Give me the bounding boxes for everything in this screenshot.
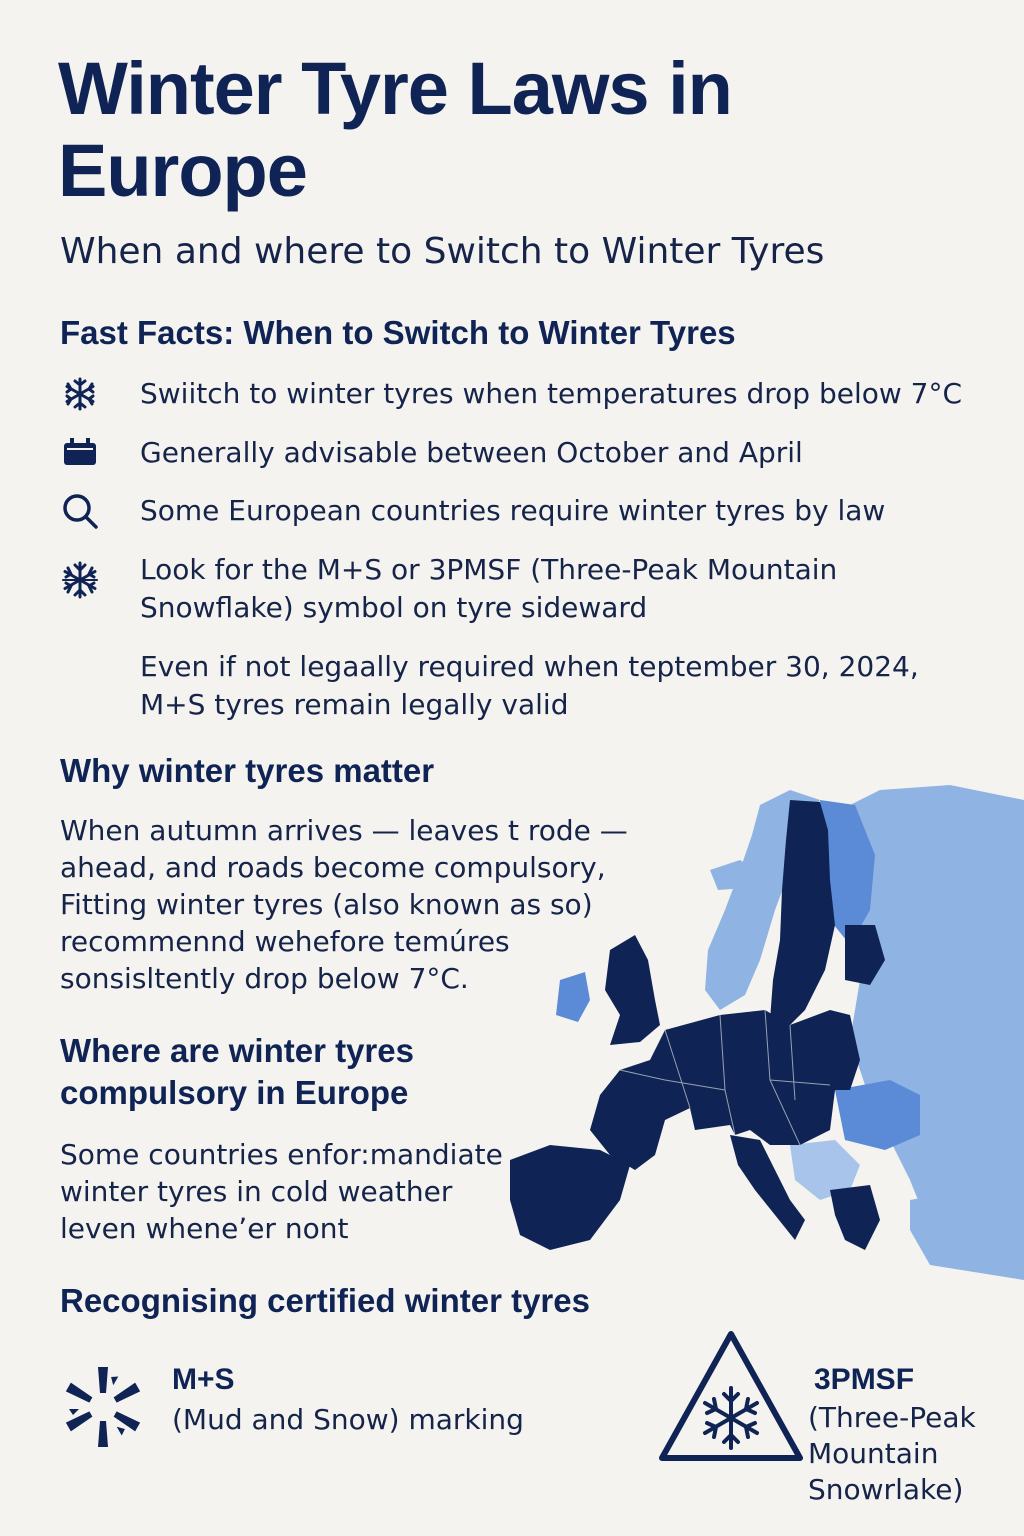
fact-4-text xyxy=(140,551,837,627)
pmsf-desc xyxy=(808,1400,976,1508)
why-line-1: When autumn arrives — leaves t rode — xyxy=(60,814,628,847)
fact-5-line-1: Even if not legaally required when teptember 30, 2024, xyxy=(140,650,919,683)
recognising-heading: Recognising certified winter tyres xyxy=(60,1282,590,1319)
fact-5-text xyxy=(140,648,919,724)
ms-title: M+S xyxy=(172,1363,235,1396)
fact-1-text: Swiitch to winter tyres when temperatures drop below 7°C xyxy=(140,377,963,410)
why-line-3: Fitting winter tyres (also known as so) xyxy=(60,888,593,921)
pmsf-desc-line-2: Mountain xyxy=(808,1437,939,1470)
why-line-4: recommennd wehefore temúres xyxy=(60,925,510,958)
why-text xyxy=(60,812,628,997)
why-line-5: sonsisltently drop below 7°C. xyxy=(60,962,469,995)
fact-5-line-2: M+S tyres remain legally valid xyxy=(140,688,569,721)
page-title: Winter Tyre Laws in Europe xyxy=(58,47,732,212)
ms-snowflake-icon xyxy=(58,1362,148,1452)
pmsf-desc-line-1: (Three-Peak xyxy=(808,1401,976,1434)
where-heading xyxy=(60,1030,414,1114)
page-subtitle: When and where to Switch to Winter Tyres xyxy=(60,231,825,272)
snowflake-icon xyxy=(60,560,100,600)
three-peak-snowflake-icon xyxy=(656,1326,806,1466)
why-line-2: ahead, and roads become compulsory, xyxy=(60,851,606,884)
calendar-icon xyxy=(60,433,100,473)
fact-2-text: Generally advisable between October and April xyxy=(140,436,803,469)
where-heading-line-1: Where are winter tyres xyxy=(60,1032,414,1069)
fact-3-text: Some European countries require winter tyres by law xyxy=(140,494,886,527)
why-heading: Why winter tyres matter xyxy=(60,752,435,789)
fast-facts-heading: Fast Facts: When to Switch to Winter Tyres xyxy=(60,314,736,351)
pmsf-title: 3PMSF xyxy=(814,1363,915,1396)
pmsf-desc-line-3: Snowrlake) xyxy=(808,1473,964,1506)
snowflake-icon xyxy=(60,374,100,414)
where-line-2: winter tyres in cold weather xyxy=(60,1175,453,1208)
fact-4-line-1: Look for the M+S or 3PMSF (Three-Peak Mountain xyxy=(140,553,838,586)
where-line-3: leven wheneʼer nont xyxy=(60,1212,349,1245)
where-heading-line-2: compulsory in Europe xyxy=(60,1074,409,1111)
ms-desc: (Mud and Snow) marking xyxy=(172,1403,524,1436)
fact-4-line-2: Snowflake) symbol on tyre sideward xyxy=(140,591,648,624)
where-line-1: Some countries enfor:mandiate xyxy=(60,1138,503,1171)
search-icon xyxy=(60,491,100,531)
where-text xyxy=(60,1136,503,1247)
